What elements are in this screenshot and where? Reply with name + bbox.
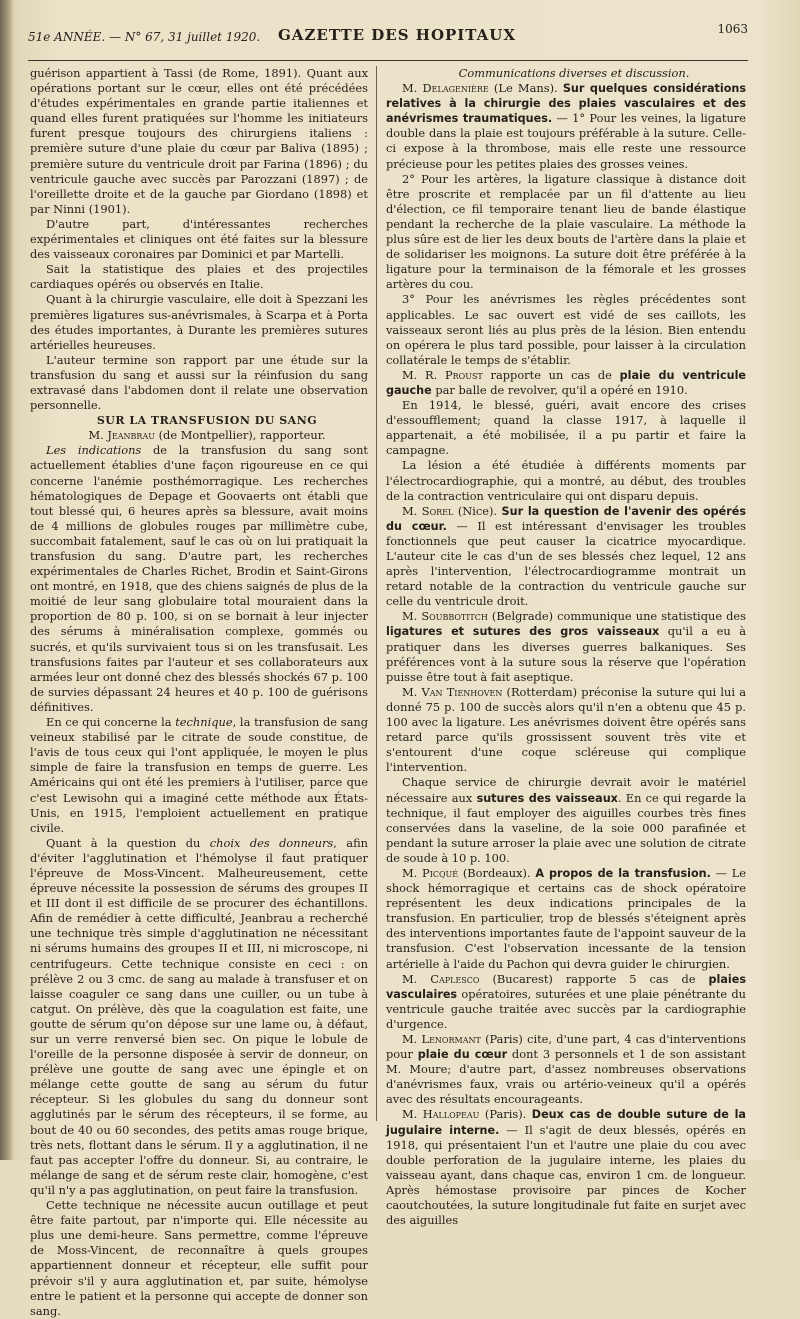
paragraph: M. Picqué (Bordeaux). A propos de la transfusion. — Le shock hémorragique et certains cas de shock opératoire représentent les deux indications principales de la transfusion. En particulier, trop de blessés s'éteignent après des interventions importantes faute de l'appoint sauveur de la transfusion. C'est l'observation incessante de la tension artérielle à l'aide du Pachon qui devra guider le chirurgien.	[386, 865, 747, 971]
paragraph-body: — Il s'agit de deux blessés, opérés en 1918, qui présentaient l'un et l'autre une plaie du cou avec double perforation de la jugulaire interne, les plaies du vaisseau ayant, dans chaque cas, environ 1 cm. de longueur. Après hémostase provisoire par pinces de Kocher caoutchoutées, la suture longitudinale fut faite en surjet avec des aiguilles	[386, 1122, 746, 1228]
communication-title: Deux cas de double suture de la jugulaire interne.	[386, 1108, 746, 1137]
page-binding-shadow	[0, 0, 14, 1160]
subsection-title: Communications diverses et discussion.	[458, 66, 690, 80]
speaker-name: Van Tienhoven	[421, 684, 503, 699]
speaker-name: Delagenière	[422, 81, 489, 96]
paragraph: D'autre part, d'intéressantes recherches expérimentales et cliniques ont été faites sur la blessure des vaisseaux coronaires par Dominici et par Martelli.	[30, 216, 368, 262]
paragraph: guérison appartient à Tassi (de Rome, 1891). Quant aux opérations portant sur le cœur, elles ont été précédées d'études expérimentales en grande partie italiennes et quand elles furent pratiquées sur l'homme les initiateurs furent presque toujours des chirurgiens italiens : première suture d'une plaie du cœur par Baliva (1895) ; première suture du ventricule droit par Farina (1896) ; du ventricule gauche avec succès par Parozzani (1897) ; de l'oreillette droite et de la gauche par Giordano (1898) et par Ninni (1901).	[30, 66, 368, 216]
paragraph: La lésion a été étudiée à différents moments par l'électrocardiographie, qui a montré, au début, des troubles de la contraction ventriculaire qui ont disparu depuis.	[386, 458, 746, 503]
paragraph-body: Quant à la question du	[46, 835, 210, 850]
paragraph: M. Lenormant (Paris) cite, d'une part, 4 cas d'interventions pour plaie du cœur dont 3 personnels et 1 de son assistant M. Moure; d'autre part, d'assez nombreuses observations d'anévrismes faux, vrais ou artério-veineux qu'il a opérés avec des résultats encourageants.	[386, 1032, 746, 1107]
paragraph-body: (Rotterdam) préconise la suture qui lui a donné 75 p. 100 de succès alors qu'il n'en a obtenu que 45 p. 100 avec la ligature. Les anévrismes doivent être opérés sans retard parce qu'ils grossissent souvent très vite et s'entourent d'une coque scléreuse qui complique l'intervention.	[386, 684, 747, 775]
paragraph-body: En ce qui concerne la	[46, 715, 176, 730]
paragraph: M. Sorel (Nice). Sur la question de l'avenir des opérés du cœur. — Il est intéressant d'envisager les troubles fonctionnels que peut causer la cicatrice myocardique. L'auteur cite le cas d'un de ses blessés chez lequel, 12 ans après l'intervention, l'électrocardiogramme montrait un retard notable de la contraction du ventricule gauche sur celle du ventricule droit.	[386, 503, 747, 609]
speaker-name: Lenormant	[421, 1032, 481, 1046]
paragraph	[30, 715, 368, 836]
speaker-place: (Nice).	[453, 503, 502, 518]
paragraph-body: — 1° Pour les veines, la ligature double dans la plaie est toujours préférable à la suture. Celle-ci expose à la thrombose, mais elle reste une ressource précieuse pour les petites plaies des grosses veines.	[386, 111, 746, 171]
paragraph-body: dont 3 personnels et 1 de son assistant M. Moure; d'autre part, d'assez nombreuses observations d'anévrismes faux, vrais ou artério-veineux qu'il a opérés avec des résultats encourageants.	[386, 1047, 746, 1107]
communication-title: plaies vasculaires	[386, 972, 746, 1001]
speaker-name: Hallopeau	[422, 1107, 480, 1122]
communication-title: A propos de la transfusion.	[535, 866, 711, 880]
paragraph: M. Caplesco (Bucarest) rapporte 5 cas de plaies vasculaires opératoires, suturées et une plaie pénétrante du ventricule gauche traitée avec succès par la cardiographie d'urgence.	[386, 971, 746, 1031]
paragraph-body: Chaque service de chirurgie devrait avoir le matériel nécessaire aux	[386, 775, 746, 805]
left-column	[30, 66, 368, 1319]
paragraph: En 1914, le blessé, guéri, avait encore des crises d'essoufflement; quand la classe 1917, à laquelle il appartenait, a été mobilisée, il a pu partir et faire la campagne.	[386, 398, 746, 458]
paragraph	[30, 836, 368, 1198]
paragraph	[386, 775, 746, 866]
author-affiliation: (de Montpellier), rapporteur.	[158, 428, 326, 443]
speaker-name: Caplesco	[430, 971, 480, 986]
paragraph: 2° Pour les artères, la ligature classique à distance doit être proscrite et remplacée par un fil d'attente au lieu d'élection, ce fil temporaire tenant lieu de bande élastique pendant la recherche de la plaie vasculaire. La méthode la plus sûre est de lier les deux bouts de l'artère dans la plaie et de solidariser les moignons. La suture doit être préférée à la ligature pour la terminaison de la fémorale et les grosses artères du cou.	[386, 171, 746, 292]
paragraph	[386, 368, 746, 398]
paragraph-body: (Bucarest) rapporte 5 cas de	[479, 971, 709, 986]
page-header	[28, 22, 748, 52]
paragraph-body: qu'il a eu à pratiquer dans les diverses guerres balkaniques. Ses préférences vont à la suture sous la réserve que l'opération puisse être tout à fait aseptique.	[386, 624, 747, 684]
section-title: SUR LA TRANSFUSION DU SANG	[96, 414, 318, 428]
author-prefix: M.	[88, 428, 104, 443]
paragraph: 3° Pour les anévrismes les règles précédentes sont applicables. Le sac ouvert est vidé de ses caillots, les vaisseaux seront liés au plus près de la lésion. Bien entendu on opérera le plus tard possible, pour laisser à la circulation collatérale le temps de s'établir.	[386, 292, 746, 367]
author-name: Jeanbrau	[107, 428, 155, 443]
communication-title: Sur la question de l'avenir des opérés du cœur.	[386, 504, 747, 533]
communication-title: plaie du cœur	[417, 1048, 508, 1062]
paragraph-body: . En ce qui regarde la technique, il faut employer des aiguilles courbes très fines conservées dans la vaseline, de la soie 000 parafinée et pendant la suture arroser la plaie avec une solution de citrate de soude à 10 p. 100.	[386, 790, 746, 865]
communication-title: sutures des vaisseaux	[476, 791, 618, 805]
paragraph: M. Soubbotitch (Belgrade) communique une statistique des ligatures et sutures des gros vaisseaux qu'il a eu à pratiquer dans les diverses guerres balkaniques. Ses préférences vont à la suture sous la réserve que l'opération puisse être tout à fait aseptique.	[386, 609, 747, 684]
paragraph-body: rapporte un cas de	[482, 367, 620, 382]
paragraph-lead: technique	[175, 715, 233, 730]
speaker-name: Sorel	[421, 503, 454, 518]
header-rule	[28, 60, 748, 61]
column-divider	[376, 66, 377, 1121]
rapporteur-line	[30, 428, 368, 443]
paragraph: L'auteur termine son rapport par une étude sur la transfusion du sang et aussi sur la réinfusion du sang extravasé dans l'abdomen dont il relate une observation personnelle.	[30, 352, 368, 413]
issue-line: 51e ANNÉE. — N° 67, 31 juillet 1920.	[28, 30, 261, 44]
paragraph: M. Delagenière (Le Mans). Sur quelques considérations relatives à la chirurgie des plaies vasculaires et des anévrismes traumatiques. — 1° Pour les veines, la ligature double dans la plaie est toujours préférable à la suture. Celle-ci expose à la thrombose, mais elle reste une ressource précieuse pour les petites plaies des grosses veines.	[386, 81, 746, 171]
speaker-place: (Le Mans).	[488, 81, 563, 96]
paragraph-body: , afin d'éviter l'agglutination et l'hémolyse il faut pratiquer l'épreuve de Moss-Vincent. Malheureusement, cette épreuve nécessite la possession de sérums des groupes II et III dont il est difficile de se procurer des échantillons. Afin de remédier à cette difficulté, Jeanbrau a recherché une technique très simple d'agglutination ne nécessitant ni sérums humains des groupes II et III, ni microscope, ni centrifugeurs. Cette technique consiste en ceci : on prélève 2 ou 3 cmc. de sang au malade à transfuser et on laisse coaguler ce sang dans une cuiller, ou un tube à catgut. On prélève, dès que la coagulation est faite, une goutte de sérum qu'on dépose sur une lame ou, à défaut, sur un verre renversé bien sec. On pique le lobule de l'oreille de la personne disposée à servir de donneur, on prélève une goutte de sang avec une épingle et on mélange cette goutte de sang au sérum du futur récepteur. Si les globules du sang du donneur sont agglutinés par le sérum des récepteurs, il se forme, au bout de 40 ou 60 secondes, des petits amas rouge brique, très nets, flottant dans le sérum. Il y a agglutination, il ne faut pas accepter l'offre du donneur. Si, au contraire, le mélange de sang et de sérum reste clair, homogène, c'est qu'il n'y a pas agglutination, on peut faire la transfusion.	[30, 835, 369, 1197]
paragraph	[30, 443, 368, 715]
paragraph: M. Hallopeau (Paris). Deux cas de double suture de la jugulaire interne. — Il s'agit de deux blessés, opérés en 1918, qui présentaient l'un et l'autre une plaie du cou avec double perforation de la jugulaire interne, les plaies du vaisseau ayant, dans chaque cas, environ 1 cm. de longueur. Après hémostase provisoire par pinces de Kocher caoutchoutées, la suture longitudinale fut faite en surjet avec des aiguilles	[386, 1107, 746, 1228]
paragraph: Sait la statistique des plaies et des projectiles cardiaques opérés ou observés en Italie.	[30, 262, 368, 292]
paragraph-body: par balle de revolver, qu'il a opéré en 1910.	[431, 382, 688, 397]
speaker-name: M. R. Proust	[402, 367, 483, 382]
paragraph-body: (Belgrade) communique une statistique des	[487, 609, 746, 624]
page-number: 1063	[717, 22, 748, 36]
journal-title: GAZETTE DES HOPITAUX	[278, 26, 517, 44]
paragraph-body: opératoires, suturées et une plaie pénétrante du ventricule gauche traitée avec succès par la cardiographie d'urgence.	[386, 986, 746, 1031]
paragraph-body: — Il est intéressant d'envisager les troubles fonctionnels que peut causer la cicatrice myocardique. L'auteur cite le cas d'un de ses blessés chez lequel, 12 ans après l'intervention, l'électrocardiogramme montrait un retard notable de la contraction du ventricule gauche sur celle du ventricule droit.	[386, 518, 746, 609]
right-column	[386, 66, 746, 1228]
paragraph: M. Van Tienhoven (Rotterdam) préconise la suture qui lui a donné 75 p. 100 de succès alors qu'il n'en a obtenu que 45 p. 100 avec la ligature. Les anévrismes doivent être opérés sans retard parce qu'ils grossissent souvent très vite et s'entourent d'une coque scléreuse qui complique l'intervention.	[386, 684, 747, 775]
paragraph-body: de la transfusion du sang sont actuellement établies d'une façon rigoureuse en ce qui concerne l'anémie posthémorragique. Les recherches hématologiques de Depage et Goovaerts ont établi que tout blessé qui, 6 heures après sa blessure, avait moins de 4 millions de globules rouges par millimètre cube, succombait fatalement, sauf le cas où on lui pratiquait la transfusion du sang. D'autre part, les recherches expérimentales de Charles Richet, Brodin et Saint-Girons ont montré, en 1918, que des chiens saignés de plus de la moitié de leur sang globulaire total mouraient dans la proportion de 80 p. 100, si on se bornait à leur injecter des sérums à minéralisation complexe, gommés ou sucrés, et qu'ils survivaient tous si on les transfusait. Les transfusions faites par l'auteur et ses collaborateurs aux armées leur ont donné chez des blessés shockés 67 p. 100 de survies dépassant 24 heures et 40 p. 100 de guérisons définitives.	[30, 443, 368, 714]
communication-title: ligatures et sutures des gros vaisseaux	[386, 625, 660, 639]
communication-title: Sur quelques considérations relatives à la chirurgie des plaies vasculaires et des anévrismes traumatiques.	[386, 82, 746, 126]
paragraph-body: (Paris) cite, d'une part, 4 cas d'interventions pour	[386, 1032, 746, 1062]
speaker-name: Picqué	[422, 865, 459, 880]
paragraph: Quant à la chirurgie vasculaire, elle doit à Spezzani les premières ligatures sus-anévrismales, à Scarpa et à Porta des études importantes, à Durante les premières sutures artérielles heureuses.	[30, 292, 368, 352]
speaker-name: Soubbotitch	[421, 609, 488, 624]
paragraph-body: — Le shock hémorragique et certains cas de shock opératoire représentent les deux indications principales de la transfusion. En particulier, trop de blessés s'éteignent après des interventions importantes faute de l'appoint sauveur de la transfusion. C'est l'observation incessante de la tension artérielle à l'aide du Pachon qui devra guider le chirurgien.	[386, 865, 747, 971]
paragraph: Cette technique ne nécessite aucun outillage et peut être faite partout, par n'importe qui. Elle nécessite au plus une demi-heure. Sans permettre, comme l'épreuve de Moss-Vincent, de reconnaître à quels groupes appartiennent donneur et récepteur, elle suffit pour prévoir s'il y aura agglutination et, par suite, hémolyse entre le patient et la personne qui accepte de donner son sang.	[30, 1198, 368, 1318]
paragraph-lead: choix des donneurs	[209, 835, 334, 850]
paragraph-body: , la transfusion de sang veineux stabilisé par le citrate de soude constitue, de l'avis de tous ceux qui l'ont appliquée, le moyen le plus simple de faire la transfusion en temps de guerre. Les Américains qui ont été les premiers à l'utiliser, parce que c'est Lewisohn qui a imaginé cette méthode aux États-Unis, en 1915, l'emploient actuellement en pratique civile.	[30, 715, 368, 835]
communication-title: plaie du ventricule gauche	[386, 368, 746, 397]
paragraph-lead: Les indications	[46, 443, 142, 458]
speaker-place: (Paris).	[479, 1107, 532, 1122]
speaker-place: (Bordeaux).	[458, 865, 536, 880]
